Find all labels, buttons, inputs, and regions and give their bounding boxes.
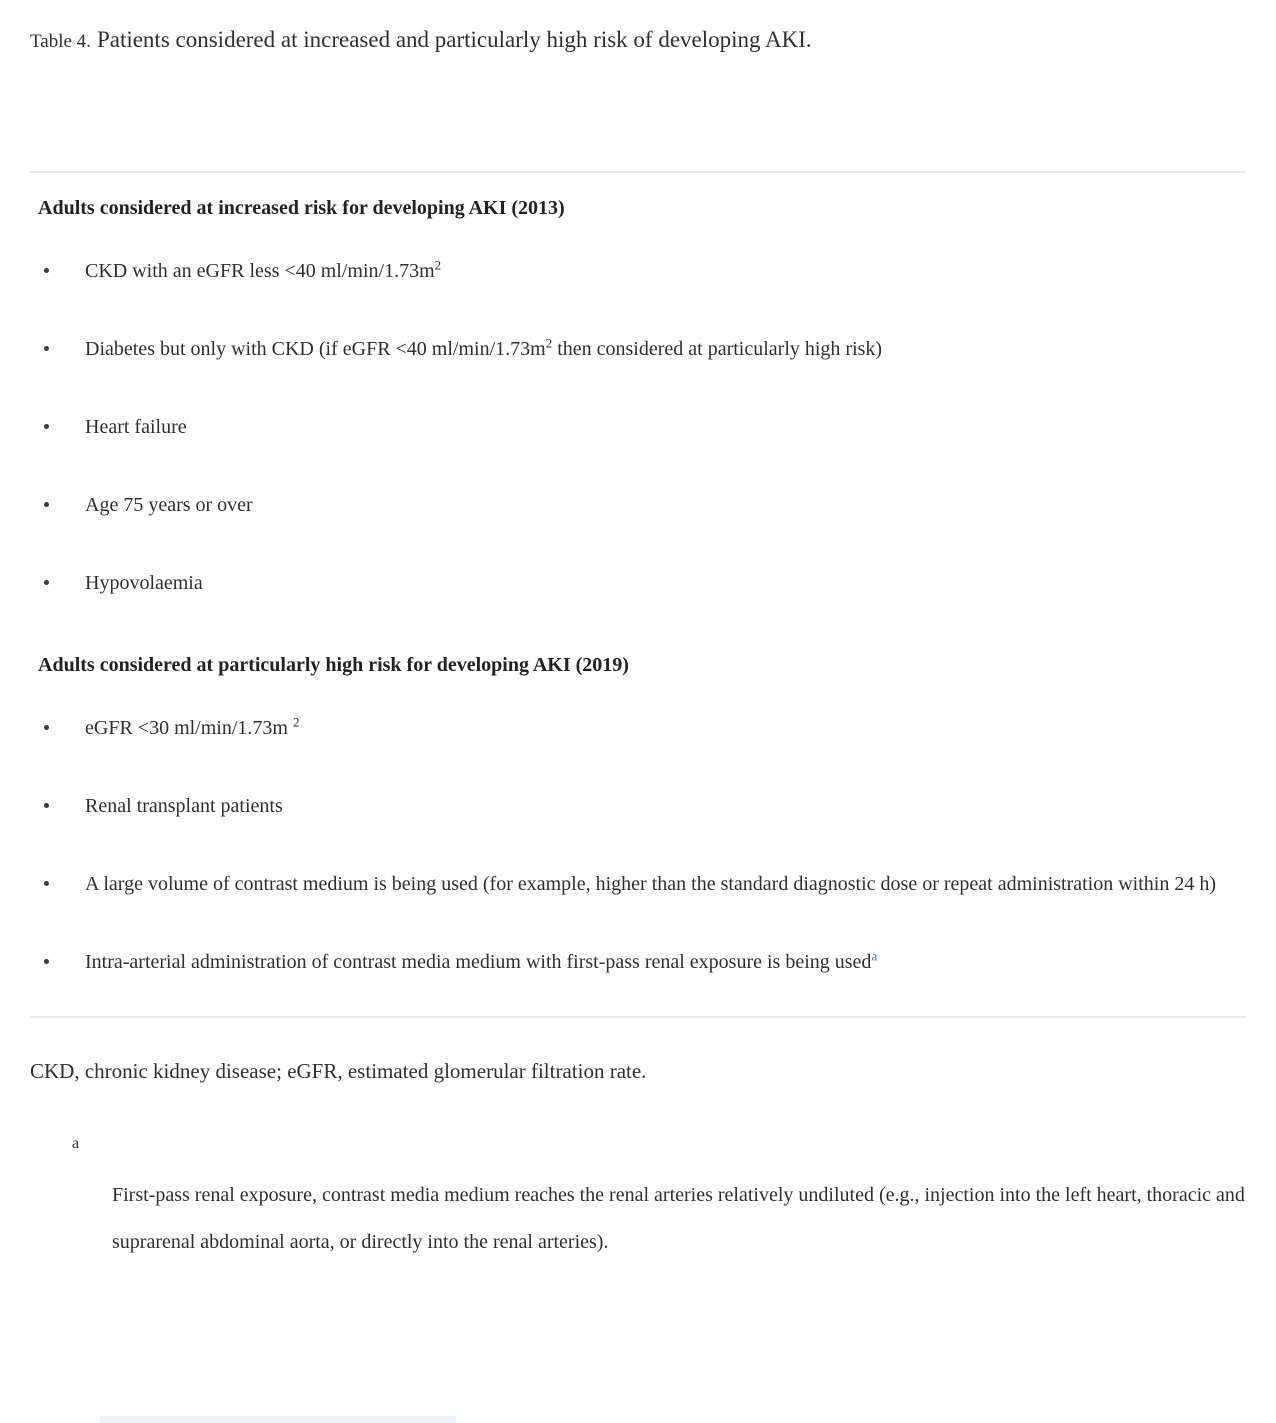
list-item [30,247,1246,295]
table-title-text: Patients considered at increased and particularly high risk of developing AKI. [96,27,812,52]
superscript: 2 [434,257,442,273]
section-heading: Adults considered at increased risk for developing AKI (2013) [38,197,565,219]
text-segment: CKD with an eGFR less <40 ml/min/1.73m [85,260,435,282]
table-number-label: Table 4. [30,31,91,52]
list-item-text [85,572,203,594]
list-item-text [85,948,878,973]
list-item [30,325,1246,373]
list-item [30,860,1246,908]
partial-bottom-element [100,1416,456,1423]
list-item-text [85,795,283,817]
divider-top [30,171,1246,173]
bullet-list [30,704,1246,986]
table-title [30,24,1246,59]
text-segment: eGFR <30 ml/min/1.73m [85,717,293,739]
bullet-icon [44,268,49,273]
text-segment: Diabetes but only with CKD (if eGFR <40 ml/min/1.73m [85,338,546,360]
list-item [30,782,1246,830]
list-item-text [85,257,442,282]
text-segment: Renal transplant patients [85,795,283,817]
bullet-icon [44,881,49,886]
bullet-icon [44,959,49,964]
risk-sections [30,195,1246,986]
list-item-text [85,494,253,516]
bullet-list [30,247,1246,607]
superscript: 2 [545,335,553,351]
list-item-text [85,714,300,739]
section-heading: Adults considered at particularly high risk for developing AKI (2019) [38,654,629,676]
list-item [30,481,1246,529]
list-item [30,704,1246,752]
text-segment: Hypovolaemia [85,572,203,594]
superscript: 2 [292,714,300,730]
text-segment: Heart failure [85,416,187,438]
bullet-icon [44,580,49,585]
text-segment: Age 75 years or over [85,494,253,516]
list-item [30,403,1246,451]
text-segment: Intra-arterial administration of contrast media medium with first-pass renal exposure is being used [85,951,872,973]
footnote-text: First-pass renal exposure, contrast media medium reaches the renal arteries relatively undiluted (e.g., injection into the left heart, thoracic and suprarenal abdominal aorta, or directly into the renal arteries). [112,1184,1245,1253]
list-item-text [85,416,187,438]
bullet-icon [44,725,49,730]
divider-bottom [30,1016,1246,1018]
abbreviations-note: CKD, chronic kidney disease; eGFR, estimated glomerular filtration rate. [30,1059,647,1083]
text-segment: A large volume of contrast medium is being used (for example, higher than the standard diagnostic dose or repeat administration within 24 h) [85,873,1217,895]
list-item-text [85,335,883,360]
list-item [30,559,1246,607]
bullet-icon [44,346,49,351]
footnote-marker: a [72,1135,80,1152]
list-item-text [85,873,1216,895]
bullet-icon [44,502,49,507]
footnote-link[interactable]: a [871,948,878,964]
list-item [30,938,1246,986]
bullet-icon [44,424,49,429]
bullet-icon [44,803,49,808]
text-segment: then considered at particularly high risk) [552,338,883,360]
